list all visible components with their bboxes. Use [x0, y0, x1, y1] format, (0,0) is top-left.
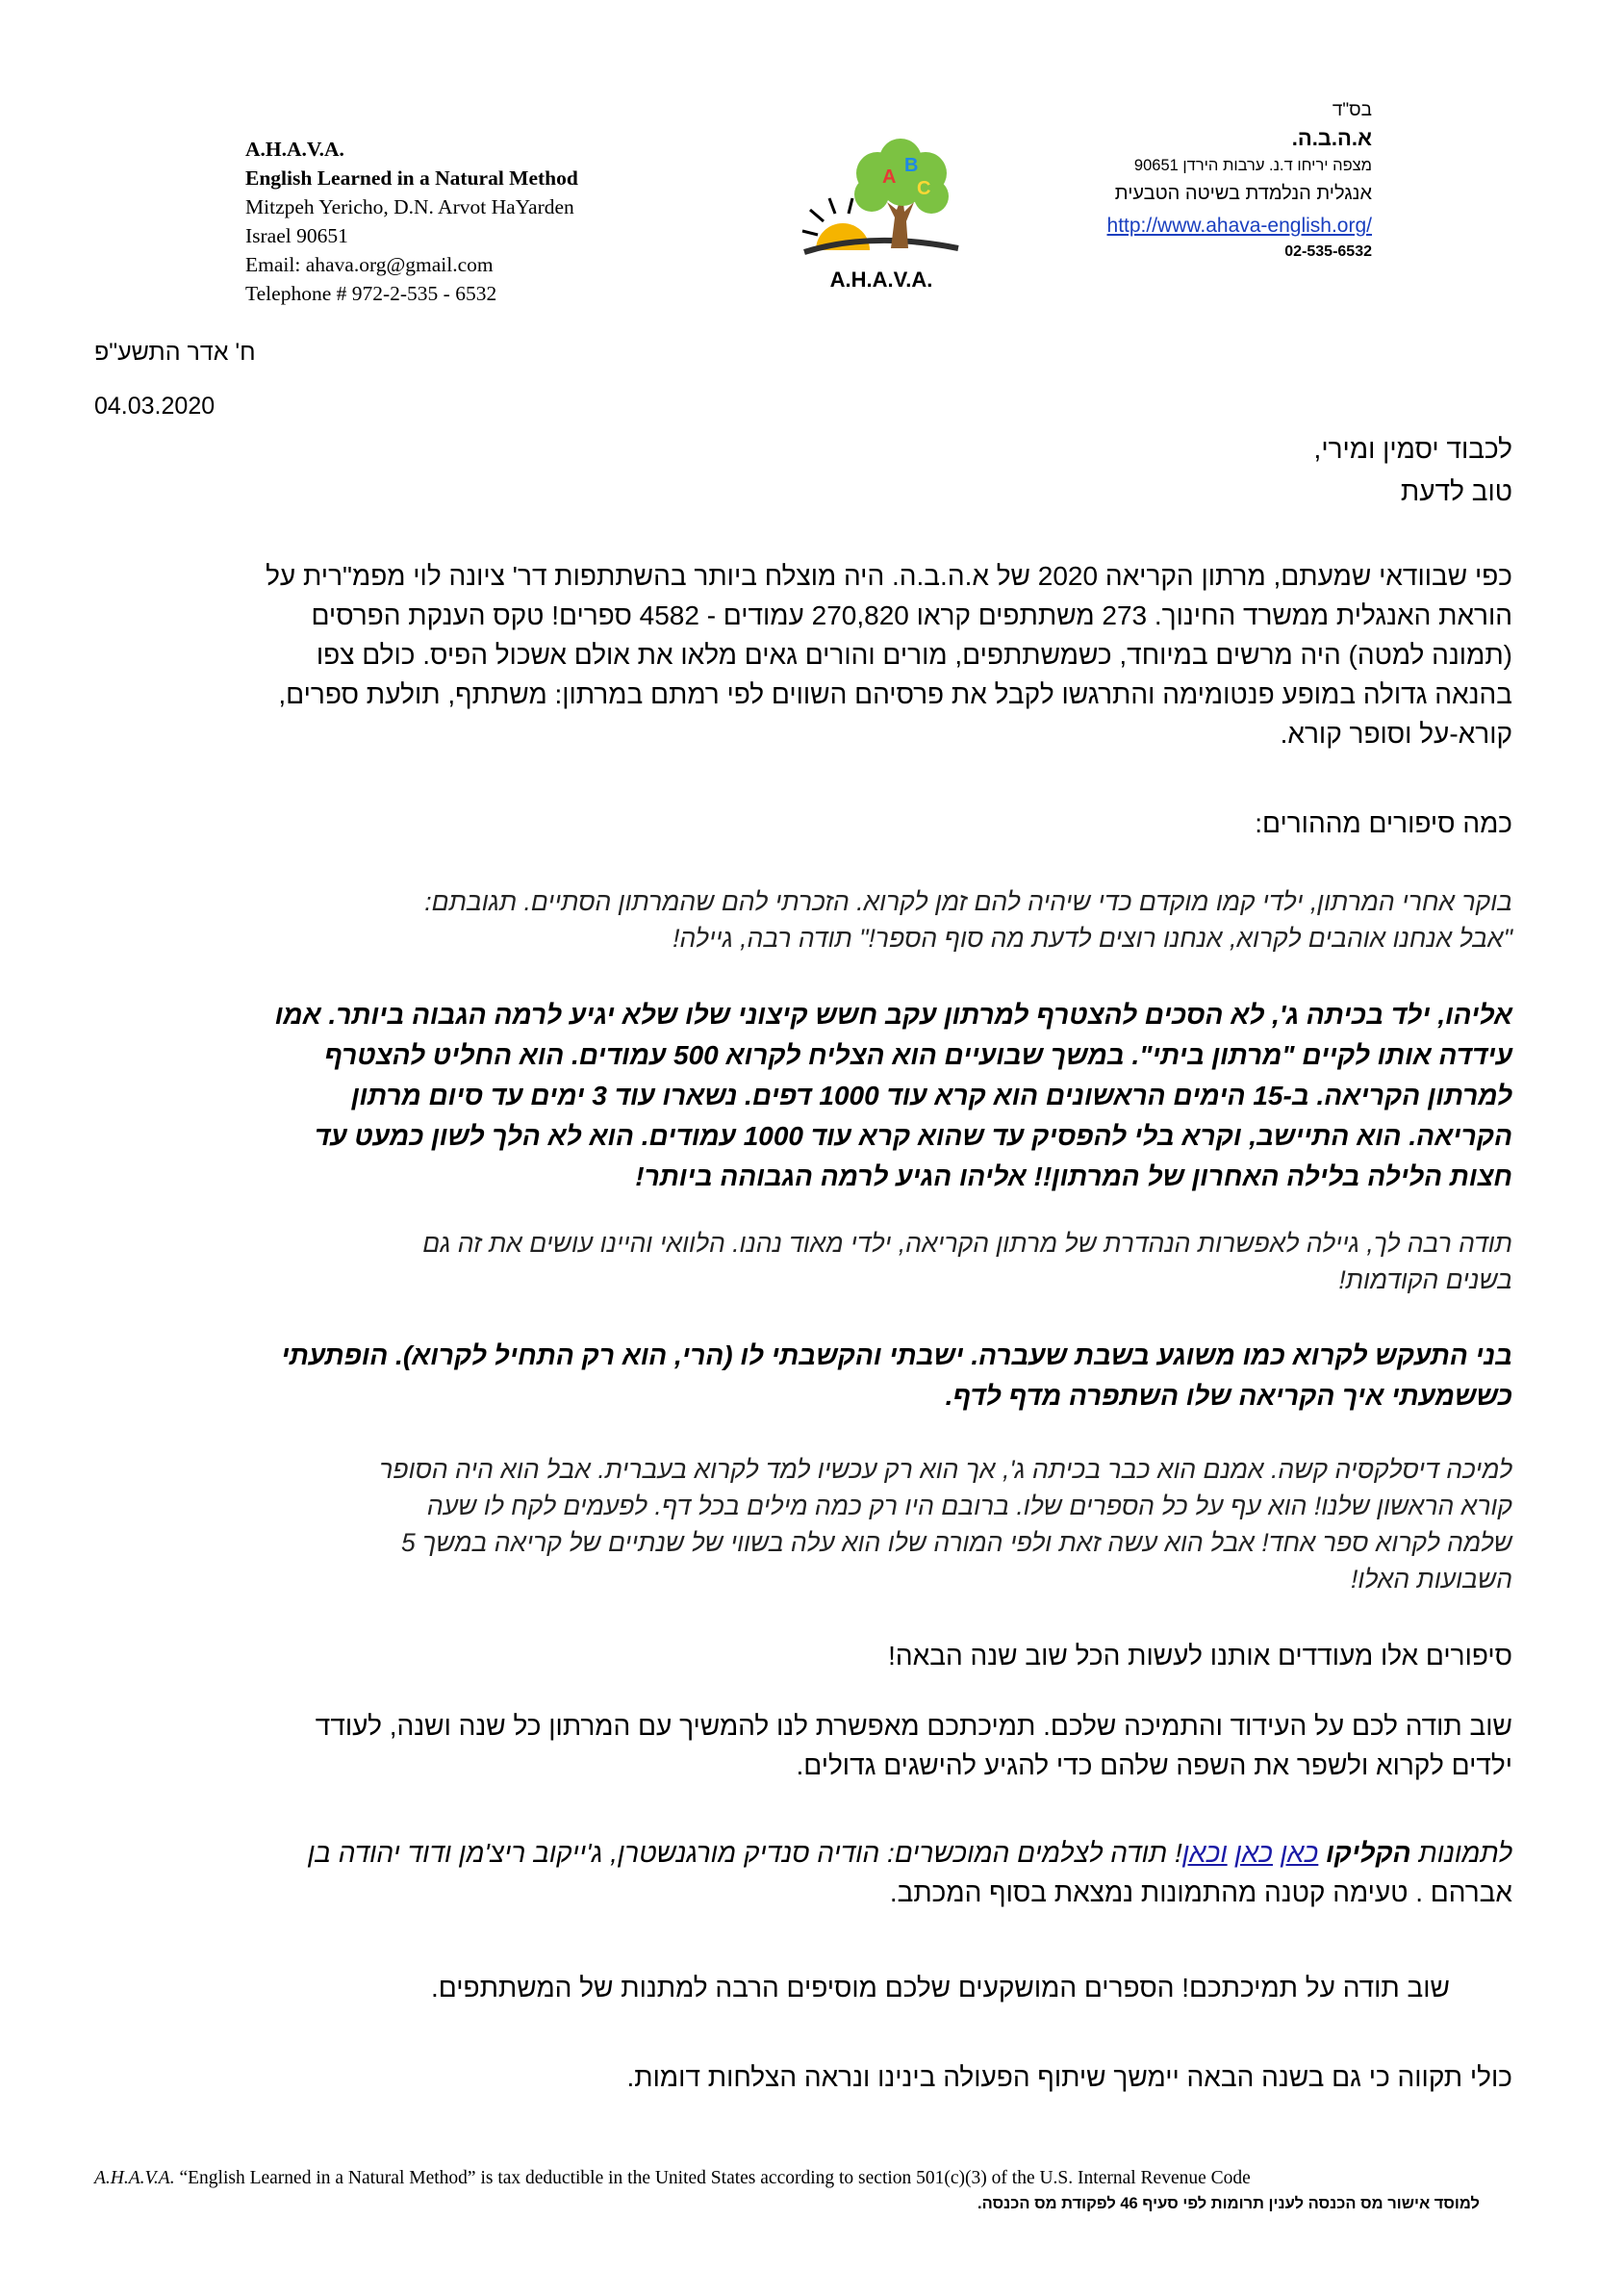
- story-1: [69, 883, 1512, 957]
- address-line-2: Israel 90651: [245, 224, 348, 247]
- header-hebrew: [968, 96, 1372, 263]
- phone-he: 02-535-6532: [1284, 243, 1372, 260]
- photos-line-2: אברהם . טעימה קטנה מהתמונות נמצאת בסוף המכתב.: [889, 1877, 1512, 1907]
- org-tagline-en: English Learned in a Natural Method: [245, 166, 578, 190]
- thanks-line: ילדים לקרוא ולשפר את השפה שלהם כדי להגיע להישגים גדולים.: [796, 1750, 1512, 1780]
- org-name-en: A.H.A.V.A.: [245, 138, 344, 161]
- bsd-text: בס"ד: [1332, 100, 1372, 120]
- encouragement-paragraph: סיפורים אלו מעודדים אותנו לעשות הכל שוב שנה הבאה!: [888, 1641, 1512, 1671]
- ahava-logo: [795, 135, 968, 298]
- header-english: [245, 135, 688, 308]
- tree-canopy-icon: [854, 139, 949, 214]
- org-name-he: א.ה.ב.ה.: [1291, 126, 1372, 150]
- email-text: Email: ahava.org@gmail.com: [245, 253, 494, 276]
- footer-hebrew: למוסד אישור מס הכנסה לענין תרומות לפי סעיף 46 לפקודת מס הכנסה.: [977, 2195, 1480, 2212]
- story-line: "אבל אנחנו אוהבים לקרוא, אנחנו רוצים לדעת מה סוף הספר!" תודה רבה, גיילה!: [673, 924, 1512, 953]
- intro-line: (תמונה למטה) היה מרשים במיוחד, כשמשתתפים, מורים והורים גאים מלאו את אולם אשכול הפיס. כולם צפו: [316, 640, 1512, 670]
- closing-paragraph: כולי תקווה כי גם בשנה הבאה יימשך שיתוף הפעולה בינינו ונראה הצלחות דומות.: [626, 2062, 1512, 2092]
- date-hebrew: ח' אדר התשע"פ: [94, 339, 256, 366]
- tagline-he: אנגלית הנלמדת בשיטה הטבעית: [1114, 183, 1372, 204]
- address-line-1: Mitzpeh Yericho, D.N. Arvot HaYarden: [245, 195, 574, 218]
- logo-letter-a: A: [882, 166, 897, 188]
- logo-letter-c: C: [917, 178, 931, 199]
- stories-heading: כמה סיפורים מההורים:: [1255, 808, 1512, 838]
- photos-credits: ! תודה לצלמים המוכשרים: הודיה סנדיק מורגנשטרן, ג'ייקוב ריצ'מן ודוד יהודה בן: [307, 1838, 1182, 1868]
- story-line: אליהו, ילד בכיתה ג', לא הסכים להצטרף למרתון עקב חשש קיצוני שלו שלא יגיע לרמה הגבוה ביותר. אמו: [274, 1000, 1512, 1030]
- telephone-text: Telephone # 972-2-535 - 6532: [245, 282, 497, 305]
- greeting-line-1: לכבוד יסמין ומירי,: [1313, 434, 1512, 464]
- thanks-paragraph: [69, 1706, 1512, 1785]
- logo-graphic: [795, 135, 968, 298]
- intro-line: הוראת האנגלית ממשרד החינוך. 273 משתתפים קראו 270,820 עמודים - 4582 ספרים! טקס הענקת הפרסים: [311, 600, 1512, 630]
- story-line: כששמעתי איך הקריאה שלו השתפרה מדף לדף.: [945, 1381, 1512, 1411]
- story-line: למיכה דיסלקסיה קשה. אמנם הוא כבר בכיתה ג', אך הוא רק עכשיו למד לקרוא בעברית. אבל הוא היה הסופר: [379, 1455, 1512, 1484]
- intro-line: קורא-על וסופר קורא.: [1280, 719, 1512, 749]
- story-line: שלמה לקרוא ספר אחד! אבל הוא עשה זאת ולפי המורה שלו הוא עלה בשווי של שנתיים של קריאה במשך 5: [400, 1528, 1512, 1557]
- photos-paragraph: [50, 1833, 1512, 1912]
- story-line: בשנים הקודמות!: [1338, 1265, 1512, 1294]
- intro-line: כפי שבוודאי שמעתם, מרתון הקריאה 2020 של א.ה.ב.ה. היה מוצלח ביותר בהשתתפות דר' ציונה לוי מפמ"רית על: [266, 561, 1512, 591]
- story-line: למרתון הקריאה. ב-15 הימים הראשונים הוא קרא עוד 1000 דפים. נשארו עוד 3 ימים עד סיום מרתון: [351, 1081, 1512, 1110]
- footer-tax-text: “English Learned in a Natural Method” is tax deductible in the United States according to section 501(c)(3) of the U.S. Internal Revenue Code: [174, 2168, 1251, 2188]
- story-line: עידדה אותו לקיים "מרתון ביתי". במשך שבועיים הוא הצליח לקרוא 500 עמודים. הוא החליט להצטרף: [324, 1040, 1512, 1070]
- story-line: השבועות האלו!: [1350, 1565, 1512, 1594]
- greeting-line-2: טוב לדעת: [1400, 476, 1512, 506]
- story-line: תודה רבה לך, גיילה לאפשרות הנהדרת של מרתון הקריאה, ילדי מאוד נהנו. הלוואי והיינו עושים את זה גם: [422, 1229, 1512, 1258]
- logo-letter-b: B: [904, 155, 919, 176]
- address-he: מצפה יריחו ד.נ. ערבות הירדן 90651: [1133, 157, 1372, 174]
- thanks-line: שוב תודה לכם על העידוד והתמיכה שלכם. תמיכתכם מאפשרת לנו להמשיך עם המרתון כל שנה ושנה, לעודד: [315, 1711, 1512, 1741]
- story-line: בני התעקש לקרוא כמו משוגע בשבת שעברה. ישבתי והקשבתי לו (הרי, הוא רק התחיל לקרוא). הופתעתי: [281, 1340, 1512, 1370]
- story-line: בוקר אחרי המרתון, ילדי קמו מוקדם כדי שיהיה להם זמן לקרוא. הזכרתי להם שהמרתון הסתיים. תגובתם:: [424, 887, 1512, 916]
- story-3: [69, 1225, 1512, 1298]
- intro-paragraph: [69, 556, 1512, 753]
- story-2: [69, 995, 1512, 1197]
- intro-line: בהנאה גדולה במופע פנטומימה והתרגשו לקבל את פרסיהם השווים לפי רמתם במרתון: משתתף, תולעת ספרים,: [278, 679, 1512, 709]
- photo-link-3[interactable]: וכאן: [1181, 1838, 1228, 1868]
- logo-text: A.H.A.V.A.: [829, 268, 933, 292]
- footer-english: [94, 2168, 1251, 2189]
- website-link[interactable]: http://www.ahava-english.org/: [1106, 215, 1372, 237]
- click-text: הקליקו: [1326, 1838, 1411, 1868]
- photos-line: [50, 1833, 1512, 1873]
- photo-link-1[interactable]: כאן: [1280, 1838, 1319, 1868]
- story-5: [69, 1451, 1512, 1597]
- date-gregorian: 04.03.2020: [94, 393, 216, 420]
- books-thanks-paragraph: שוב תודה על תמיכתכם! הספרים המושקעים שלכם מוסיפים הרבה למתנות של המשתתפים.: [431, 1973, 1450, 2003]
- photo-link-2[interactable]: כאן: [1234, 1838, 1273, 1868]
- footer-org: A.H.A.V.A.: [94, 2168, 175, 2188]
- photos-prefix: לתמונות: [1410, 1838, 1512, 1868]
- story-4: [69, 1336, 1512, 1416]
- story-line: קורא הראשון שלנו! הוא עף על כל הספרים שלו. ברובם היו רק כמה מילים בכל דף. לפעמים לקח לו שעה: [426, 1492, 1512, 1520]
- story-line: חצות הלילה בלילה האחרון של המרתון!! אליהו הגיע לרמה הגבוהה ביותר!: [635, 1161, 1512, 1191]
- story-line: הקריאה. הוא התיישב, וקרא בלי להפסיק עד שהוא קרא עוד 1000 עמודים. הוא לא הלך לשון כמעט עד: [315, 1121, 1512, 1151]
